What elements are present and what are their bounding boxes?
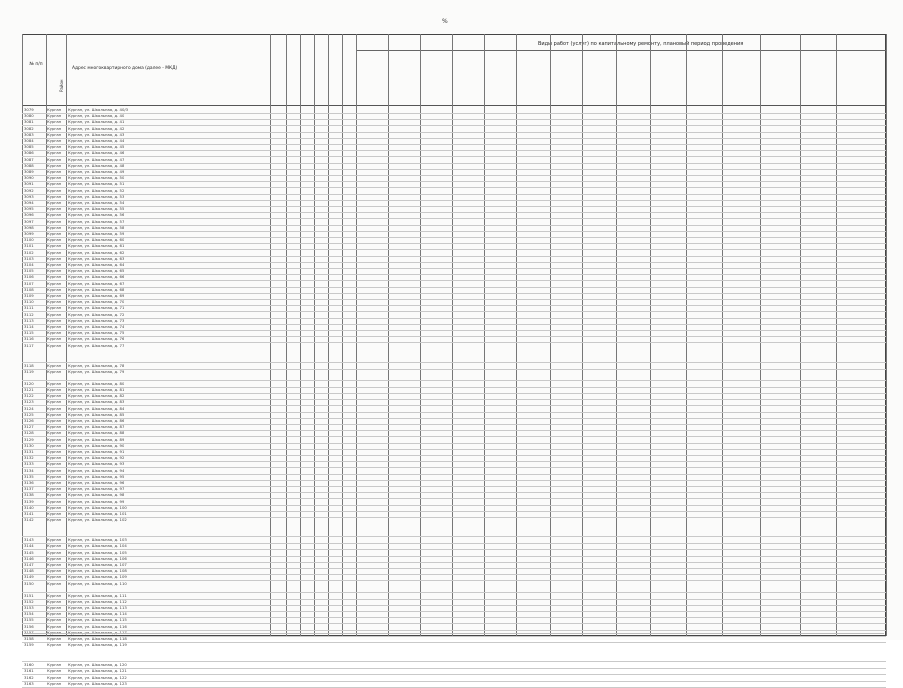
row-address: Курган, ул. Школьная, д. 48 bbox=[68, 162, 125, 168]
row-number: 3129 bbox=[24, 436, 34, 442]
row-number: 3119 bbox=[24, 368, 34, 374]
row-address: Курган, ул. Школьная, д. 95 bbox=[68, 473, 125, 479]
row-address: Курган, ул. Школьная, д. 84 bbox=[68, 405, 125, 411]
row-number: 3098 bbox=[24, 224, 34, 230]
row-number: 3115 bbox=[24, 330, 34, 336]
row-address: Курган, ул. Школьная, д. 81 bbox=[68, 387, 125, 392]
row-address: Курган, ул. Школьная, д. 93 bbox=[68, 461, 125, 467]
row-district: Курган bbox=[47, 592, 62, 598]
row-address: Курган, ул. Школьная, д. 60 bbox=[68, 237, 125, 243]
row-number: 3096 bbox=[24, 212, 34, 218]
row-district: Курган bbox=[47, 555, 62, 561]
row-address: Курган, ул. Школьная, д. 72 bbox=[68, 311, 125, 317]
row-district: Курган bbox=[47, 119, 62, 125]
row-address: Курган, ул. Школьная, д. 112 bbox=[68, 598, 127, 604]
row-address: Курган, ул. Школьная, д. 121 bbox=[68, 668, 127, 674]
row-number: 3127 bbox=[24, 424, 34, 430]
row-district: Курган bbox=[47, 449, 62, 454]
row-number: 3145 bbox=[24, 549, 34, 555]
row-address: Курган, ул. Школьная, д. 96 bbox=[68, 480, 125, 485]
row-number: 3161 bbox=[24, 668, 34, 674]
row-address: Курган, ул. Школьная, д. 61 bbox=[68, 243, 125, 249]
row-address: Курган, ул. Школьная, д. 45 bbox=[68, 144, 125, 150]
row-number: 3148 bbox=[24, 568, 34, 574]
row-district: Курган bbox=[47, 280, 62, 286]
column-line bbox=[886, 34, 887, 636]
row-number: 3160 bbox=[24, 662, 34, 668]
row-number: 3147 bbox=[24, 562, 34, 567]
row-district: Курган bbox=[47, 411, 62, 417]
row-address: Курган, ул. Школьная, д. 54 bbox=[68, 200, 125, 205]
row-address: Курган, ул. Школьная, д. 40 bbox=[68, 113, 125, 119]
row-address: Курган, ул. Школьная, д. 56 bbox=[68, 212, 125, 218]
row-address: Курган, ул. Школьная, д. 94 bbox=[68, 467, 125, 473]
row-district: Курган bbox=[47, 617, 62, 623]
row-number: 3099 bbox=[24, 231, 34, 236]
table-row bbox=[22, 343, 886, 363]
row-district: Курган bbox=[47, 662, 62, 668]
row-district: Курган bbox=[47, 324, 62, 329]
row-address: Курган, ул. Школьная, д. 103 bbox=[68, 537, 127, 543]
row-address: Курган, ул. Школьная, д. 104 bbox=[68, 543, 127, 549]
row-number: 3081 bbox=[24, 119, 34, 125]
row-number: 3111 bbox=[24, 305, 34, 311]
table-row bbox=[22, 369, 886, 381]
row-district: Курган bbox=[47, 150, 62, 156]
row-district: Курган bbox=[47, 193, 62, 199]
row-address: Курган, ул. Школьная, д. 110 bbox=[68, 580, 127, 586]
row-district: Курган bbox=[47, 642, 62, 648]
table-row bbox=[22, 581, 886, 593]
row-number: 3133 bbox=[24, 461, 34, 467]
row-number: 3141 bbox=[24, 511, 34, 516]
row-district: Курган bbox=[47, 113, 62, 119]
row-number: 3150 bbox=[24, 580, 34, 586]
row-district: Курган bbox=[47, 504, 62, 510]
row-number: 3113 bbox=[24, 317, 34, 323]
column-header-address: Адрес многоквартирного дома (далее - МКД) bbox=[72, 66, 178, 71]
row-number: 3162 bbox=[24, 674, 34, 680]
row-district: Курган bbox=[47, 562, 62, 567]
row-address: Курган, ул. Школьная, д. 70 bbox=[68, 299, 125, 305]
row-district: Курган bbox=[47, 680, 62, 686]
row-number: 3118 bbox=[24, 362, 34, 368]
row-number: 3159 bbox=[24, 642, 34, 648]
row-district: Курган bbox=[47, 231, 62, 236]
row-address: Курган, ул. Школьная, д. 69 bbox=[68, 293, 125, 298]
row-address: Курган, ул. Школьная, д. 41 bbox=[68, 119, 125, 125]
row-district: Курган bbox=[47, 543, 62, 549]
row-district: Курган bbox=[47, 181, 62, 187]
row-number: 3089 bbox=[24, 169, 34, 174]
row-number: 3135 bbox=[24, 473, 34, 479]
row-number: 3137 bbox=[24, 486, 34, 492]
row-district: Курган bbox=[47, 187, 62, 193]
row-number: 3131 bbox=[24, 449, 34, 454]
row-address: Курган, ул. Школьная, д. 57 bbox=[68, 218, 125, 224]
row-address: Курган, ул. Школьная, д. 59 bbox=[68, 231, 125, 236]
row-address: Курган, ул. Школьная, д. 74 bbox=[68, 324, 125, 329]
row-district: Курган bbox=[47, 293, 62, 298]
row-district: Курган bbox=[47, 574, 62, 580]
row-district: Курган bbox=[47, 455, 62, 461]
row-address: Курган, ул. Школьная, д. 108 bbox=[68, 568, 127, 574]
row-address: Курган, ул. Школьная, д. 77 bbox=[68, 342, 125, 348]
row-district: Курган bbox=[47, 668, 62, 674]
row-address: Курган, ул. Школьная, д. 105 bbox=[68, 549, 127, 555]
row-district: Курган bbox=[47, 175, 62, 181]
row-number: 3123 bbox=[24, 399, 34, 405]
row-district: Курган bbox=[47, 511, 62, 516]
row-address: Курган, ул. Школьная, д. 123 bbox=[68, 680, 127, 686]
row-number: 3146 bbox=[24, 555, 34, 561]
row-address: Курган, ул. Школьная, д. 51 bbox=[68, 181, 125, 187]
row-number: 3080 bbox=[24, 113, 34, 119]
row-district: Курган bbox=[47, 311, 62, 317]
row-number: 3079 bbox=[24, 107, 34, 112]
row-number: 3108 bbox=[24, 286, 34, 292]
row-number: 3095 bbox=[24, 206, 34, 212]
row-district: Курган bbox=[47, 255, 62, 261]
row-number: 3117 bbox=[24, 342, 34, 348]
row-district: Курган bbox=[47, 368, 62, 374]
row-address: Курган, ул. Школьная, д. 90 bbox=[68, 442, 125, 448]
row-address: Курган, ул. Школьная, д. 118 bbox=[68, 636, 127, 641]
row-address: Курган, ул. Школьная, д. 62 bbox=[68, 249, 125, 255]
row-district: Курган bbox=[47, 480, 62, 485]
row-number: 3121 bbox=[24, 387, 34, 392]
table-row bbox=[22, 681, 886, 688]
row-number: 3124 bbox=[24, 405, 34, 411]
row-address: Курган, ул. Школьная, д. 115 bbox=[68, 617, 127, 623]
row-address: Курган, ул. Школьная, д. 76 bbox=[68, 336, 125, 342]
row-number: 3151 bbox=[24, 592, 34, 598]
row-district: Курган bbox=[47, 498, 62, 504]
row-number: 3087 bbox=[24, 156, 34, 162]
row-district: Курган bbox=[47, 362, 62, 368]
row-district: Курган bbox=[47, 262, 62, 267]
row-address: Курган, ул. Школьная, д. 79 bbox=[68, 368, 125, 374]
row-address: Курган, ул. Школьная, д. 87 bbox=[68, 424, 125, 430]
row-district: Курган bbox=[47, 537, 62, 543]
row-district: Курган bbox=[47, 243, 62, 249]
row-address: Курган, ул. Школьная, д. 83 bbox=[68, 399, 125, 405]
row-number: 3125 bbox=[24, 411, 34, 417]
row-number: 3109 bbox=[24, 293, 34, 298]
row-district: Курган bbox=[47, 336, 62, 342]
row-number: 3138 bbox=[24, 492, 34, 498]
row-district: Курган bbox=[47, 467, 62, 473]
row-district: Курган bbox=[47, 580, 62, 586]
row-address: Курган, ул. Школьная, д. 71 bbox=[68, 305, 125, 311]
row-number: 3104 bbox=[24, 262, 34, 267]
row-number: 3120 bbox=[24, 380, 34, 386]
row-number: 3158 bbox=[24, 636, 34, 641]
row-district: Курган bbox=[47, 486, 62, 492]
row-number: 3090 bbox=[24, 175, 34, 181]
row-address: Курган, ул. Школьная, д. 75 bbox=[68, 330, 125, 336]
row-number: 3130 bbox=[24, 442, 34, 448]
row-district: Курган bbox=[47, 156, 62, 162]
row-address: Курган, ул. Школьная, д. 101 bbox=[68, 511, 127, 516]
row-district: Курган bbox=[47, 636, 62, 641]
row-district: Курган bbox=[47, 200, 62, 205]
row-address: Курган, ул. Школьная, д. 82 bbox=[68, 393, 125, 399]
row-address: Курган, ул. Школьная, д. 42 bbox=[68, 125, 125, 131]
bottom-rule bbox=[24, 633, 884, 634]
row-address: Курган, ул. Школьная, д. 50 bbox=[68, 175, 125, 181]
row-number: 3112 bbox=[24, 311, 34, 317]
row-district: Курган bbox=[47, 461, 62, 467]
row-address: Курган, ул. Школьная, д. 114 bbox=[68, 611, 127, 617]
row-number: 3156 bbox=[24, 623, 34, 629]
table-row bbox=[22, 642, 886, 662]
row-address: Курган, ул. Школьная, д. 47 bbox=[68, 156, 125, 162]
row-number: 3082 bbox=[24, 125, 34, 131]
row-district: Курган bbox=[47, 125, 62, 131]
row-address: Курган, ул. Школьная, д. 97 bbox=[68, 486, 125, 492]
row-address: Курган, ул. Школьная, д. 85 bbox=[68, 411, 125, 417]
row-number: 3128 bbox=[24, 430, 34, 436]
row-district: Курган bbox=[47, 598, 62, 604]
row-number: 3107 bbox=[24, 280, 34, 286]
row-address: Курган, ул. Школьная, д. 43 bbox=[68, 131, 125, 137]
row-district: Курган bbox=[47, 274, 62, 280]
row-number: 3106 bbox=[24, 274, 34, 280]
row-address: Курган, ул. Школьная, д. 99 bbox=[68, 498, 125, 504]
row-district: Курган bbox=[47, 605, 62, 610]
row-district: Курган bbox=[47, 107, 62, 112]
row-address: Курган, ул. Школьная, д. 49 bbox=[68, 169, 125, 174]
row-number: 3154 bbox=[24, 611, 34, 617]
row-address: Курган, ул. Школьная, д. 111 bbox=[68, 592, 127, 598]
row-number: 3092 bbox=[24, 187, 34, 193]
row-district: Курган bbox=[47, 212, 62, 218]
row-district: Курган bbox=[47, 138, 62, 143]
row-number: 3091 bbox=[24, 181, 34, 187]
row-district: Курган bbox=[47, 473, 62, 479]
row-number: 3144 bbox=[24, 543, 34, 549]
row-district: Курган bbox=[47, 492, 62, 498]
row-address: Курган, ул. Школьная, д. 64 bbox=[68, 262, 125, 267]
row-district: Курган bbox=[47, 399, 62, 405]
row-address: Курган, ул. Школьная, д. 86 bbox=[68, 418, 125, 423]
row-address: Курган, ул. Школьная, д. 65 bbox=[68, 268, 125, 274]
row-address: Курган, ул. Школьная, д. 107 bbox=[68, 562, 127, 567]
row-address: Курган, ул. Школьная, д. 78 bbox=[68, 362, 125, 368]
row-district: Курган bbox=[47, 387, 62, 392]
row-number: 3101 bbox=[24, 243, 34, 249]
row-address: Курган, ул. Школьная, д. 98 bbox=[68, 492, 125, 498]
column-header-no: № п/п bbox=[29, 62, 43, 67]
row-district: Курган bbox=[47, 405, 62, 411]
row-address: Курган, ул. Школьная, д. 92 bbox=[68, 455, 125, 461]
row-number: 3149 bbox=[24, 574, 34, 580]
row-address: Курган, ул. Школьная, д. 46 bbox=[68, 150, 125, 156]
row-district: Курган bbox=[47, 611, 62, 617]
row-district: Курган bbox=[47, 206, 62, 212]
row-district: Курган bbox=[47, 568, 62, 574]
row-district: Курган bbox=[47, 169, 62, 174]
row-number: 3163 bbox=[24, 680, 34, 686]
row-address: Курган, ул. Школьная, д. 40/3 bbox=[68, 107, 129, 112]
row-number: 3085 bbox=[24, 144, 34, 150]
row-district: Курган bbox=[47, 162, 62, 168]
row-district: Курган bbox=[47, 436, 62, 442]
row-address: Курган, ул. Школьная, д. 66 bbox=[68, 274, 125, 280]
row-number: 3103 bbox=[24, 255, 34, 261]
row-number: 3136 bbox=[24, 480, 34, 485]
row-number: 3114 bbox=[24, 324, 34, 329]
row-address: Курган, ул. Школьная, д. 68 bbox=[68, 286, 125, 292]
row-district: Курган bbox=[47, 330, 62, 336]
row-district: Курган bbox=[47, 249, 62, 255]
row-district: Курган bbox=[47, 342, 62, 348]
row-number: 3110 bbox=[24, 299, 34, 305]
row-number: 3140 bbox=[24, 504, 34, 510]
row-address: Курган, ул. Школьная, д. 44 bbox=[68, 138, 125, 143]
row-number: 3122 bbox=[24, 393, 34, 399]
row-number: 3100 bbox=[24, 237, 34, 243]
row-address: Курган, ул. Школьная, д. 122 bbox=[68, 674, 127, 680]
row-number: 3083 bbox=[24, 131, 34, 137]
work-types-group-title: Виды работ (услуг) по капитальному ремонту, плановый период проведения bbox=[538, 41, 744, 47]
row-address: Курган, ул. Школьная, д. 63 bbox=[68, 255, 125, 261]
row-district: Курган bbox=[47, 218, 62, 224]
row-number: 3086 bbox=[24, 150, 34, 156]
row-address: Курган, ул. Школьная, д. 58 bbox=[68, 224, 125, 230]
row-number: 3088 bbox=[24, 162, 34, 168]
row-number: 3134 bbox=[24, 467, 34, 473]
row-number: 3084 bbox=[24, 138, 34, 143]
row-address: Курган, ул. Школьная, д. 53 bbox=[68, 193, 125, 199]
row-number: 3105 bbox=[24, 268, 34, 274]
row-number: 3155 bbox=[24, 617, 34, 623]
row-district: Курган bbox=[47, 674, 62, 680]
group-divider bbox=[356, 50, 886, 51]
row-address: Курган, ул. Школьная, д. 109 bbox=[68, 574, 127, 580]
row-district: Курган bbox=[47, 418, 62, 423]
row-number: 3132 bbox=[24, 455, 34, 461]
row-number: 3142 bbox=[24, 517, 34, 523]
row-address: Курган, ул. Школьная, д. 91 bbox=[68, 449, 125, 454]
row-address: Курган, ул. Школьная, д. 102 bbox=[68, 517, 127, 523]
row-address: Курган, ул. Школьная, д. 116 bbox=[68, 623, 127, 629]
row-address: Курган, ул. Школьная, д. 100 bbox=[68, 504, 127, 510]
row-address: Курган, ул. Школьная, д. 55 bbox=[68, 206, 125, 212]
row-address: Курган, ул. Школьная, д. 52 bbox=[68, 187, 125, 193]
row-address: Курган, ул. Школьная, д. 80 bbox=[68, 380, 125, 386]
row-district: Курган bbox=[47, 237, 62, 243]
row-address: Курган, ул. Школьная, д. 120 bbox=[68, 662, 127, 668]
page-number: % bbox=[442, 18, 448, 25]
row-district: Курган bbox=[47, 299, 62, 305]
row-number: 3152 bbox=[24, 598, 34, 604]
row-address: Курган, ул. Школьная, д. 89 bbox=[68, 436, 125, 442]
row-district: Курган bbox=[47, 517, 62, 523]
row-district: Курган bbox=[47, 286, 62, 292]
row-district: Курган bbox=[47, 317, 62, 323]
row-district: Курган bbox=[47, 430, 62, 436]
row-number: 3126 bbox=[24, 418, 34, 423]
row-district: Курган bbox=[47, 224, 62, 230]
row-district: Курган bbox=[47, 549, 62, 555]
row-number: 3102 bbox=[24, 249, 34, 255]
table-row bbox=[22, 517, 886, 537]
row-address: Курган, ул. Школьная, д. 67 bbox=[68, 280, 125, 286]
row-district: Курган bbox=[47, 144, 62, 150]
row-district: Курган bbox=[47, 442, 62, 448]
row-address: Курган, ул. Школьная, д. 106 bbox=[68, 555, 127, 561]
row-address: Курган, ул. Школьная, д. 88 bbox=[68, 430, 125, 436]
row-district: Курган bbox=[47, 380, 62, 386]
row-district: Курган bbox=[47, 623, 62, 629]
row-district: Курган bbox=[47, 393, 62, 399]
row-number: 3097 bbox=[24, 218, 34, 224]
row-address: Курган, ул. Школьная, д. 73 bbox=[68, 317, 125, 323]
row-address: Курган, ул. Школьная, д. 119 bbox=[68, 642, 127, 648]
row-district: Курган bbox=[47, 268, 62, 274]
row-number: 3093 bbox=[24, 193, 34, 199]
row-district: Курган bbox=[47, 305, 62, 311]
row-number: 3116 bbox=[24, 336, 34, 342]
row-number: 3153 bbox=[24, 605, 34, 610]
row-district: Курган bbox=[47, 424, 62, 430]
row-number: 3139 bbox=[24, 498, 34, 504]
column-header-district: Район bbox=[59, 79, 64, 92]
row-number: 3143 bbox=[24, 537, 34, 543]
row-district: Курган bbox=[47, 131, 62, 137]
row-address: Курган, ул. Школьная, д. 113 bbox=[68, 605, 127, 610]
row-number: 3094 bbox=[24, 200, 34, 205]
